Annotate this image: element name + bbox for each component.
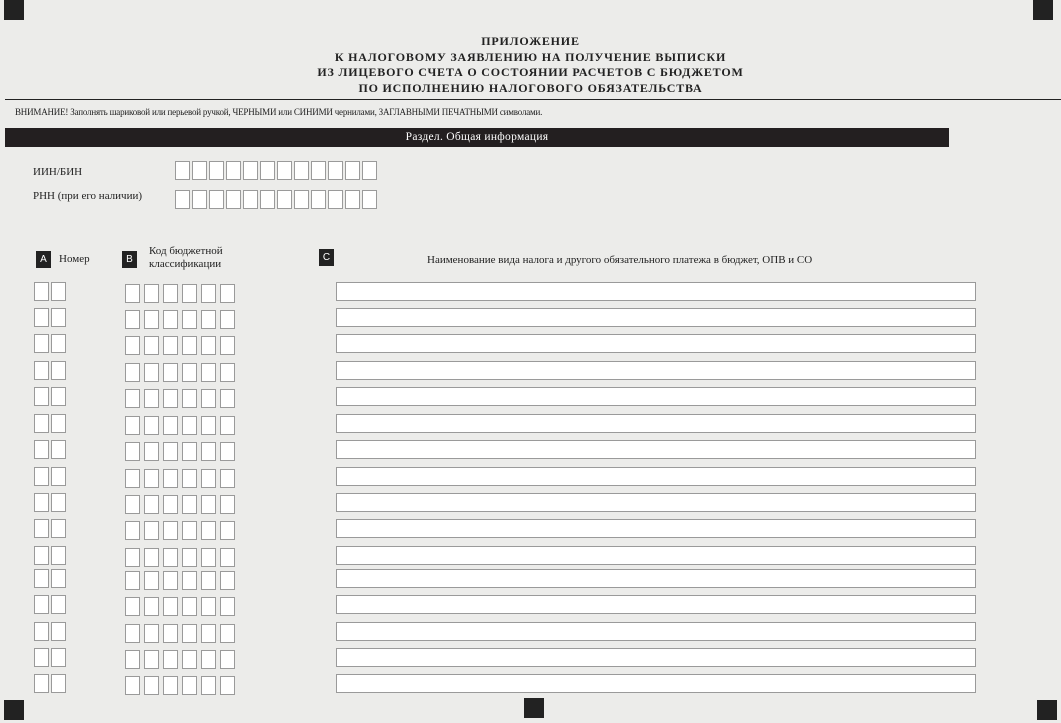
number-digit-cell[interactable] [34, 282, 49, 301]
registration-mark-bottom-center [524, 698, 544, 718]
kbk-digit-cell[interactable] [182, 416, 197, 435]
kbk-digit-cell[interactable] [182, 650, 197, 669]
kbk-digit-cell[interactable] [144, 416, 159, 435]
kbk-digit-cell[interactable] [144, 363, 159, 382]
row-number-cells [34, 622, 66, 641]
iin-digit-cell[interactable] [311, 161, 326, 180]
number-digit-cell[interactable] [34, 440, 49, 459]
rnn-digit-cell[interactable] [192, 190, 207, 209]
row-number-cells [34, 440, 66, 459]
kbk-digit-cell[interactable] [125, 336, 140, 355]
kbk-digit-cell[interactable] [201, 363, 216, 382]
row-number-cells [34, 519, 66, 538]
kbk-digit-cell[interactable] [144, 336, 159, 355]
rnn-input-cells [175, 190, 377, 209]
row-number-cells [34, 387, 66, 406]
kbk-digit-cell[interactable] [220, 624, 235, 643]
kbk-digit-cell[interactable] [125, 389, 140, 408]
tax-name-field[interactable] [336, 334, 976, 353]
kbk-digit-cell[interactable] [163, 521, 178, 540]
kbk-digit-cell[interactable] [144, 597, 159, 616]
kbk-digit-cell[interactable] [201, 650, 216, 669]
kbk-digit-cell[interactable] [125, 521, 140, 540]
tax-name-field[interactable] [336, 493, 976, 512]
column-a-label: Номер [59, 253, 90, 265]
column-b-badge: B [122, 251, 137, 268]
row-number-cells [34, 308, 66, 327]
kbk-digit-cell[interactable] [182, 363, 197, 382]
number-digit-cell[interactable] [51, 467, 66, 486]
number-digit-cell[interactable] [51, 334, 66, 353]
number-digit-cell[interactable] [51, 387, 66, 406]
iin-digit-cell[interactable] [209, 161, 224, 180]
kbk-digit-cell[interactable] [182, 548, 197, 567]
kbk-digit-cell[interactable] [182, 336, 197, 355]
title-line-1: ПРИЛОЖЕНИЕ [481, 34, 580, 48]
column-c-label: Наименование вида налога и другого обязательного платежа в бюджет, ОПВ и СО [427, 254, 813, 266]
tax-name-field[interactable] [336, 569, 976, 588]
rnn-digit-cell[interactable] [260, 190, 275, 209]
kbk-digit-cell[interactable] [182, 310, 197, 329]
row-kbk-cells [125, 548, 235, 567]
number-digit-cell[interactable] [51, 622, 66, 641]
column-c-badge: C [319, 249, 334, 266]
kbk-digit-cell[interactable] [163, 597, 178, 616]
kbk-digit-cell[interactable] [201, 597, 216, 616]
kbk-digit-cell[interactable] [220, 495, 235, 514]
rnn-digit-cell[interactable] [209, 190, 224, 209]
tax-name-field[interactable] [336, 519, 976, 538]
kbk-digit-cell[interactable] [144, 310, 159, 329]
number-digit-cell[interactable] [51, 519, 66, 538]
kbk-digit-cell[interactable] [201, 624, 216, 643]
kbk-digit-cell[interactable] [163, 363, 178, 382]
kbk-digit-cell[interactable] [220, 363, 235, 382]
tax-name-field[interactable] [336, 440, 976, 459]
number-digit-cell[interactable] [34, 387, 49, 406]
number-digit-cell[interactable] [34, 308, 49, 327]
row-number-cells [34, 361, 66, 380]
number-digit-cell[interactable] [51, 648, 66, 667]
kbk-digit-cell[interactable] [220, 650, 235, 669]
kbk-digit-cell[interactable] [182, 495, 197, 514]
kbk-digit-cell[interactable] [220, 310, 235, 329]
iin-digit-cell[interactable] [345, 161, 360, 180]
column-b-label-line-2: классификации [149, 258, 222, 270]
kbk-digit-cell[interactable] [201, 521, 216, 540]
kbk-digit-cell[interactable] [201, 442, 216, 461]
number-digit-cell[interactable] [34, 334, 49, 353]
row-kbk-cells [125, 650, 235, 669]
row-number-cells [34, 282, 66, 301]
kbk-digit-cell[interactable] [125, 676, 140, 695]
kbk-digit-cell[interactable] [163, 442, 178, 461]
rnn-digit-cell[interactable] [294, 190, 309, 209]
kbk-digit-cell[interactable] [163, 548, 178, 567]
rnn-digit-cell[interactable] [277, 190, 292, 209]
row-kbk-cells [125, 336, 235, 355]
kbk-digit-cell[interactable] [125, 284, 140, 303]
iin-digit-cell[interactable] [294, 161, 309, 180]
number-digit-cell[interactable] [51, 674, 66, 693]
column-a-badge: A [36, 251, 51, 268]
tax-name-field[interactable] [336, 674, 976, 693]
number-digit-cell[interactable] [34, 622, 49, 641]
row-number-cells [34, 546, 66, 565]
kbk-digit-cell[interactable] [182, 521, 197, 540]
registration-mark-top-right [1033, 0, 1053, 20]
row-number-cells [34, 569, 66, 588]
kbk-digit-cell[interactable] [182, 624, 197, 643]
kbk-digit-cell[interactable] [201, 495, 216, 514]
number-digit-cell[interactable] [34, 493, 49, 512]
row-kbk-cells [125, 571, 235, 590]
kbk-digit-cell[interactable] [125, 442, 140, 461]
kbk-digit-cell[interactable] [125, 469, 140, 488]
kbk-digit-cell[interactable] [163, 416, 178, 435]
tax-name-field[interactable] [336, 361, 976, 380]
kbk-digit-cell[interactable] [220, 416, 235, 435]
number-digit-cell[interactable] [51, 493, 66, 512]
tax-name-field[interactable] [336, 648, 976, 667]
kbk-digit-cell[interactable] [201, 548, 216, 567]
title-line-4: ПО ИСПОЛНЕНИЮ НАЛОГОВОГО ОБЯЗАТЕЛЬСТВА [358, 80, 703, 95]
kbk-digit-cell[interactable] [220, 571, 235, 590]
kbk-digit-cell[interactable] [163, 310, 178, 329]
number-digit-cell[interactable] [51, 546, 66, 565]
tax-name-field[interactable] [336, 622, 976, 641]
kbk-digit-cell[interactable] [182, 469, 197, 488]
column-b-label-line-1: Код бюджетной [149, 245, 223, 257]
row-kbk-cells [125, 284, 235, 303]
number-digit-cell[interactable] [34, 595, 49, 614]
iin-digit-cell[interactable] [328, 161, 343, 180]
kbk-digit-cell[interactable] [125, 624, 140, 643]
number-digit-cell[interactable] [51, 361, 66, 380]
tax-name-field[interactable] [336, 595, 976, 614]
iin-digit-cell[interactable] [175, 161, 190, 180]
kbk-digit-cell[interactable] [220, 469, 235, 488]
kbk-digit-cell[interactable] [163, 336, 178, 355]
row-number-cells [34, 334, 66, 353]
kbk-digit-cell[interactable] [201, 336, 216, 355]
rnn-digit-cell[interactable] [311, 190, 326, 209]
kbk-digit-cell[interactable] [163, 469, 178, 488]
row-kbk-cells [125, 442, 235, 461]
kbk-digit-cell[interactable] [163, 676, 178, 695]
kbk-digit-cell[interactable] [125, 495, 140, 514]
kbk-digit-cell[interactable] [163, 650, 178, 669]
kbk-digit-cell[interactable] [144, 676, 159, 695]
number-digit-cell[interactable] [34, 361, 49, 380]
rnn-digit-cell[interactable] [345, 190, 360, 209]
tax-name-field[interactable] [336, 467, 976, 486]
row-kbk-cells [125, 389, 235, 408]
number-digit-cell[interactable] [51, 595, 66, 614]
kbk-digit-cell[interactable] [220, 336, 235, 355]
number-digit-cell[interactable] [51, 569, 66, 588]
row-number-cells [34, 674, 66, 693]
row-kbk-cells [125, 624, 235, 643]
kbk-digit-cell[interactable] [182, 676, 197, 695]
kbk-digit-cell[interactable] [220, 284, 235, 303]
kbk-digit-cell[interactable] [201, 284, 216, 303]
kbk-digit-cell[interactable] [144, 571, 159, 590]
row-number-cells [34, 648, 66, 667]
title-line-3: ИЗ ЛИЦЕВОГО СЧЕТА О СОСТОЯНИИ РАСЧЕТОВ С БЮДЖЕТОМ [317, 65, 744, 79]
registration-mark-bottom-left [4, 700, 24, 720]
title-line-2: К НАЛОГОВОМУ ЗАЯВЛЕНИЮ НА ПОЛУЧЕНИЕ ВЫПИСКИ [334, 49, 727, 64]
number-digit-cell[interactable] [34, 569, 49, 588]
kbk-digit-cell[interactable] [182, 571, 197, 590]
kbk-digit-cell[interactable] [201, 571, 216, 590]
form-title [0, 34, 1061, 96]
rnn-label: РНН (при его наличии) [33, 190, 143, 202]
row-kbk-cells [125, 469, 235, 488]
kbk-digit-cell[interactable] [125, 650, 140, 669]
kbk-digit-cell[interactable] [144, 548, 159, 567]
kbk-digit-cell[interactable] [144, 521, 159, 540]
tax-name-field[interactable] [336, 308, 976, 327]
row-kbk-cells [125, 416, 235, 435]
rnn-digit-cell[interactable] [243, 190, 258, 209]
kbk-digit-cell[interactable] [144, 495, 159, 514]
kbk-digit-cell[interactable] [182, 597, 197, 616]
kbk-digit-cell[interactable] [220, 389, 235, 408]
kbk-digit-cell[interactable] [125, 363, 140, 382]
kbk-digit-cell[interactable] [125, 597, 140, 616]
number-digit-cell[interactable] [34, 674, 49, 693]
rnn-digit-cell[interactable] [175, 190, 190, 209]
tax-name-field[interactable] [336, 282, 976, 301]
kbk-digit-cell[interactable] [144, 624, 159, 643]
kbk-digit-cell[interactable] [201, 469, 216, 488]
kbk-digit-cell[interactable] [163, 284, 178, 303]
iin-digit-cell[interactable] [277, 161, 292, 180]
tax-name-field[interactable] [336, 387, 976, 406]
kbk-digit-cell[interactable] [125, 310, 140, 329]
iin-digit-cell[interactable] [260, 161, 275, 180]
number-digit-cell[interactable] [51, 308, 66, 327]
rnn-digit-cell[interactable] [226, 190, 241, 209]
header-divider [5, 99, 1061, 100]
iin-digit-cell[interactable] [362, 161, 377, 180]
kbk-digit-cell[interactable] [144, 469, 159, 488]
iin-input-cells [175, 161, 377, 180]
kbk-digit-cell[interactable] [125, 416, 140, 435]
kbk-digit-cell[interactable] [144, 389, 159, 408]
tax-name-field[interactable] [336, 414, 976, 433]
kbk-digit-cell[interactable] [220, 548, 235, 567]
row-number-cells [34, 467, 66, 486]
kbk-digit-cell[interactable] [144, 284, 159, 303]
iin-digit-cell[interactable] [243, 161, 258, 180]
number-digit-cell[interactable] [51, 282, 66, 301]
kbk-digit-cell[interactable] [220, 442, 235, 461]
kbk-digit-cell[interactable] [163, 571, 178, 590]
number-digit-cell[interactable] [34, 648, 49, 667]
row-kbk-cells [125, 597, 235, 616]
kbk-digit-cell[interactable] [220, 676, 235, 695]
row-kbk-cells [125, 363, 235, 382]
iin-label: ИИН/БИН [33, 166, 83, 178]
kbk-digit-cell[interactable] [163, 624, 178, 643]
registration-mark-bottom-right [1037, 700, 1057, 720]
iin-digit-cell[interactable] [192, 161, 207, 180]
registration-mark-top-left [4, 0, 24, 20]
rnn-digit-cell[interactable] [328, 190, 343, 209]
iin-digit-cell[interactable] [226, 161, 241, 180]
kbk-digit-cell[interactable] [220, 521, 235, 540]
rnn-digit-cell[interactable] [362, 190, 377, 209]
row-kbk-cells [125, 521, 235, 540]
kbk-digit-cell[interactable] [182, 442, 197, 461]
kbk-digit-cell[interactable] [163, 495, 178, 514]
section-header: Раздел. Общая информация [5, 128, 949, 147]
row-number-cells [34, 595, 66, 614]
kbk-digit-cell[interactable] [125, 571, 140, 590]
tax-name-field[interactable] [336, 546, 976, 565]
column-b-label [149, 245, 223, 271]
row-kbk-cells [125, 676, 235, 695]
kbk-digit-cell[interactable] [201, 416, 216, 435]
number-digit-cell[interactable] [34, 414, 49, 433]
warning-text: ВНИМАНИЕ! Заполнять шариковой или перьевой ручкой, ЧЕРНЫМИ или СИНИМИ чернилами, ЗАГЛАВНЫМИ ПЕЧАТНЫМИ символами. [15, 107, 543, 117]
row-number-cells [34, 414, 66, 433]
kbk-digit-cell[interactable] [182, 389, 197, 408]
kbk-digit-cell[interactable] [201, 389, 216, 408]
row-kbk-cells [125, 495, 235, 514]
kbk-digit-cell[interactable] [144, 650, 159, 669]
number-digit-cell[interactable] [34, 467, 49, 486]
kbk-digit-cell[interactable] [163, 389, 178, 408]
row-kbk-cells [125, 310, 235, 329]
kbk-digit-cell[interactable] [125, 548, 140, 567]
row-number-cells [34, 493, 66, 512]
kbk-digit-cell[interactable] [182, 284, 197, 303]
number-digit-cell[interactable] [34, 546, 49, 565]
kbk-digit-cell[interactable] [201, 676, 216, 695]
number-digit-cell[interactable] [34, 519, 49, 538]
number-digit-cell[interactable] [51, 414, 66, 433]
number-digit-cell[interactable] [51, 440, 66, 459]
kbk-digit-cell[interactable] [201, 310, 216, 329]
kbk-digit-cell[interactable] [144, 442, 159, 461]
kbk-digit-cell[interactable] [220, 597, 235, 616]
